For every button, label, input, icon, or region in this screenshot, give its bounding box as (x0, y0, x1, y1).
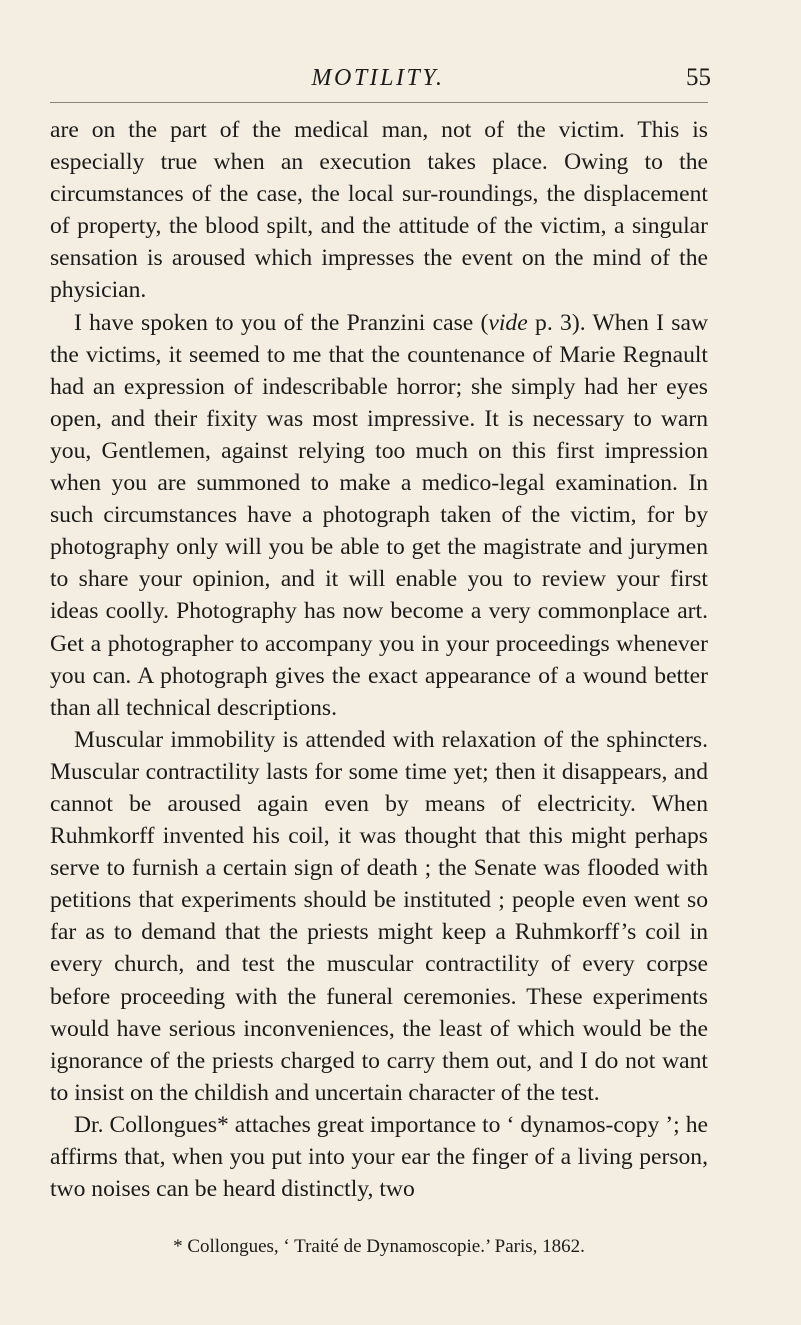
paragraph-3: Muscular immobility is attended with relaxation of the sphincters. Muscular contractility lasts for some time yet; then it disappears, and cannot be aroused again even by means of electricity. When Ruhmkorff invented his coil, it was thought that this might perhaps serve to furnish a certain sign of death ; the Senate was flooded with petitions that experiments should be instituted ; people even went so far as to demand that the priests might keep a Ruhmkorff’s coil in every church, and test the muscular contractility of every corpse before proceeding with the funeral ceremonies. These experiments would have serious inconveniences, the least of which would be the ignorance of the priests charged to carry them out, and I do not want to insist on the childish and uncertain character of the test. (50, 726, 708, 1106)
paragraph-4: Dr. Collongues* attaches great importance to ‘ dynamos-copy ’; he affirms that, when you put into your ear the finger of a living person, two noises can be heard distinctly, two (50, 1111, 708, 1203)
paragraph-2-start: I have spoken to you of the Pranzini case ( (74, 309, 489, 336)
running-head: MOTILITY. (311, 65, 445, 91)
paragraph-1: are on the part of the medical man, not of the victim. This is especially true when an execution takes place. Owing to the circumstances of the case, the local sur-roundings, the displacement of property, the blood spilt, and the attitude of the victim, a singular sensation is aroused which impresses the event on the mind of the physician. (50, 117, 708, 304)
footnote: * Collongues, ‘ Traité de Dynamoscopie.’ Paris, 1862. (173, 1236, 585, 1257)
header-rule (50, 102, 708, 103)
page-number: 55 (686, 64, 711, 91)
body-text (50, 114, 708, 1205)
italic-vide: vide (488, 309, 528, 336)
paragraph-2 (50, 307, 708, 724)
paragraph-2-rest: p. 3). When I saw the victims, it seemed to me that the countenance of Marie Regnault had an expression of indescribable horror; she simply had her eyes open, and their fixity was most impressive. It is necessary to warn you, Gentlemen, against relying too much on this first impression when you are summoned to make a medico-legal examination. In such circumstances have a photograph taken of the victim, for by photography only will you be able to get the magistrate and jurymen to share your opinion, and it will enable you to review your first ideas coolly. Photography has now become a very commonplace art. Get a photographer to accompany you in your proceedings whenever you can. A photograph gives the exact appearance of a wound better than all technical descriptions. (50, 309, 708, 721)
page-header (48, 60, 711, 96)
